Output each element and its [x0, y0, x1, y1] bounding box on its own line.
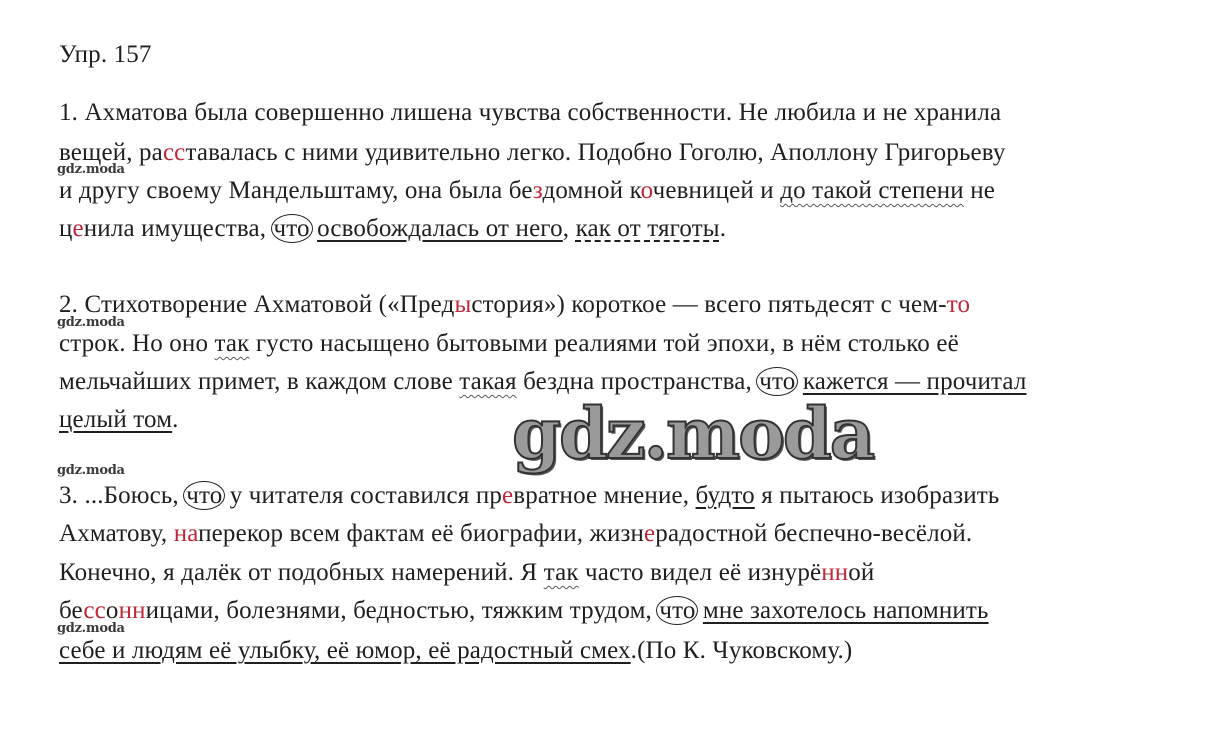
underlined-phrase: освобождалась от него	[317, 215, 563, 242]
underlined-word: так	[214, 330, 250, 357]
highlighted-letters: нн	[118, 597, 146, 624]
text: вратное мнение,	[513, 482, 696, 509]
text: Конечно, я далёк от подобных намерений. Я	[59, 559, 544, 586]
text: ц	[59, 215, 73, 242]
underlined-word: такая	[459, 368, 517, 395]
p3-line-5	[59, 636, 852, 666]
text: 1. Ахматова была совершенно лишена чувства собственности. Не любила и не хранила	[59, 99, 1002, 126]
watermark-small: gdz.moda	[57, 463, 125, 478]
underlined-phrase: мне захотелось напомнить	[702, 597, 989, 624]
p3-line-3	[59, 558, 874, 588]
underlined-word: так	[543, 559, 579, 586]
circled-conjunction: что	[271, 214, 313, 243]
watermark-small: gdz.moda	[57, 621, 125, 636]
text: я пытаюсь изобразить	[754, 482, 1000, 509]
highlighted-letters: е	[72, 215, 84, 242]
p3-line-4	[59, 596, 989, 626]
text: и другу своему Мандельштаму, она была бе	[59, 177, 533, 204]
text: Ахматову,	[59, 520, 174, 547]
text: тавалась с ними удивительно легко. Подобно Гоголю, Аполлону Григорьеву	[185, 139, 1006, 166]
highlighted-letters: ы	[454, 291, 472, 318]
text: нила имущества,	[83, 215, 273, 242]
text: .	[172, 406, 179, 433]
underlined-phrase: до такой степени	[780, 177, 964, 204]
text: .(По К. Чуковскому.)	[630, 637, 853, 664]
text: .	[719, 215, 727, 242]
p1-line-2	[59, 138, 1006, 168]
highlighted-letters: о	[640, 177, 653, 204]
text: часто видел её изнурё	[578, 559, 822, 586]
text: ицами, болезнями, бедностью, тяжким трудом,	[145, 597, 659, 624]
text: бездна пространства,	[516, 368, 759, 395]
highlighted-letters: то	[946, 291, 971, 318]
text: перекор всем фактам её биографии, жизн	[198, 520, 645, 547]
text: 2. Стихотворение Ахматовой («Пред	[59, 291, 455, 318]
p2-line-1	[59, 290, 970, 320]
text: чевницей и	[652, 177, 781, 204]
text: о	[105, 597, 119, 624]
watermark-logo: gdz.moda	[512, 392, 874, 475]
underlined-phrase: целый том	[59, 406, 173, 433]
text: бе	[59, 597, 84, 624]
circled-conjunction: что	[756, 367, 798, 396]
p2-line-4	[59, 405, 179, 435]
p1-line-1	[59, 98, 1001, 128]
underlined-phrase: себе и людям её улыбку, её юмор, её радостный смех	[59, 637, 631, 664]
p3-line-2	[59, 519, 972, 549]
text: не	[963, 177, 995, 204]
highlighted-letters: е	[502, 482, 514, 509]
circled-conjunction: что	[183, 481, 225, 510]
underlined-phrase: как от тяготы	[575, 215, 720, 242]
underlined-word: будто	[695, 482, 755, 509]
p1-line-4	[59, 214, 726, 244]
text: ,	[562, 215, 576, 242]
text: мельчайших примет, в каждом слове	[59, 368, 460, 395]
text: ой	[848, 559, 875, 586]
watermark-small: gdz.moda	[57, 162, 125, 177]
text: у читателя составился пр	[223, 482, 503, 509]
text: густо насыщено бытовыми реалиями той эпохи, в нём столько её	[249, 330, 959, 357]
text: радостной беспечно-весёлой.	[655, 520, 973, 547]
highlighted-letters: на	[173, 520, 199, 547]
text: стория») короткое — всего пятьдесят с чем-	[471, 291, 947, 318]
exercise-title: Упр. 157	[59, 41, 152, 68]
circled-conjunction: что	[656, 596, 698, 625]
text: 3. ...Боюсь,	[59, 482, 186, 509]
highlighted-letters: е	[644, 520, 656, 547]
highlighted-letters: сс	[162, 139, 186, 166]
watermark-small: gdz.moda	[57, 315, 125, 330]
text: вещей, ра	[59, 139, 163, 166]
p3-line-1	[59, 481, 999, 511]
p2-line-2	[59, 329, 959, 359]
text: домной к	[542, 177, 641, 204]
highlighted-letters: нн	[821, 559, 849, 586]
text: строк. Но оно	[59, 330, 215, 357]
highlighted-letters: з	[532, 177, 543, 204]
highlighted-letters: сс	[83, 597, 106, 624]
underlined-phrase: кажется — прочитал	[802, 368, 1027, 395]
p1-line-3	[59, 176, 995, 206]
